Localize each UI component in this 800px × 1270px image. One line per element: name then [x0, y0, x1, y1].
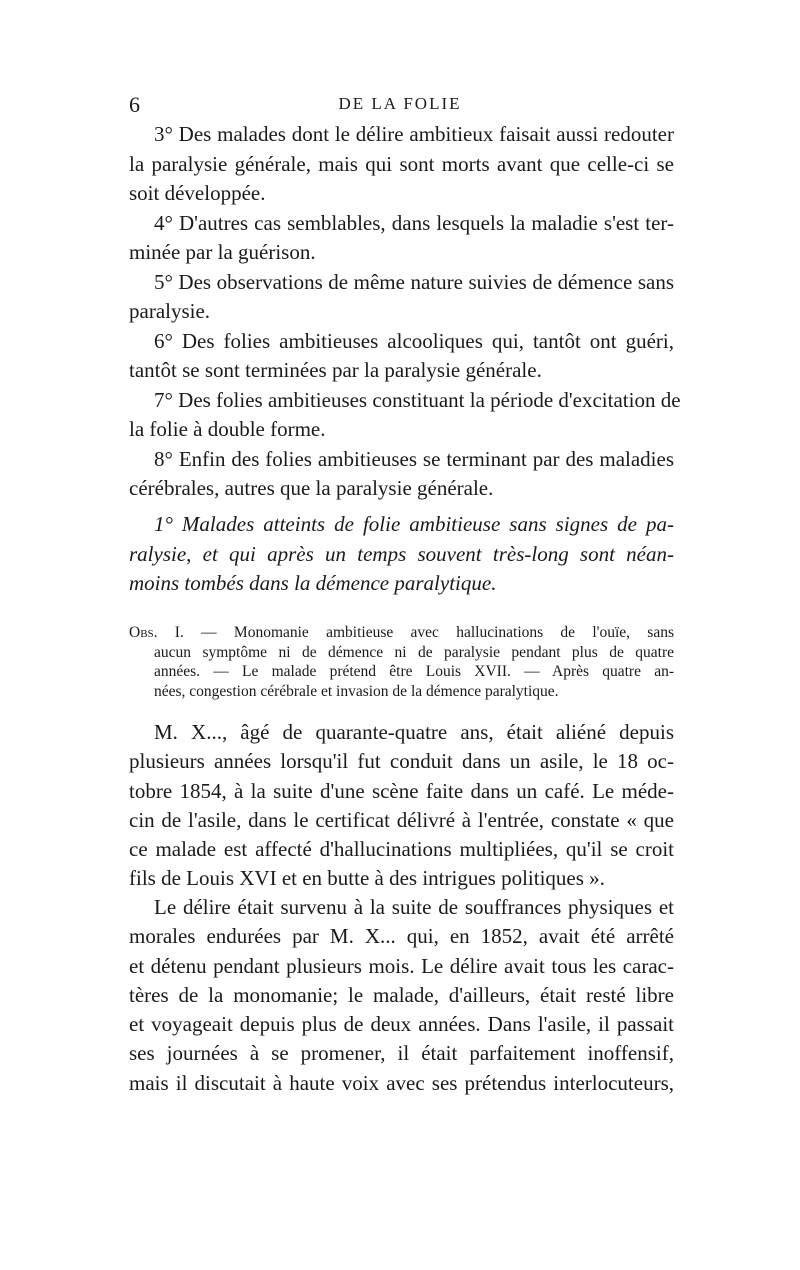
text-line: morales endurées par M. X... qui, en 1852, avait été arrêté [129, 924, 674, 949]
text-line: la folie à double forme. [129, 417, 326, 441]
heading-line: moins tombés dans la démence paralytique. [129, 571, 497, 595]
text-line: 3° Des malades dont le délire ambitieux faisait aussi redouter [154, 122, 674, 146]
text-line: et détenu pendant plusieurs mois. Le délire avait tous les carac- [129, 953, 674, 978]
text-line: minée par la guérison. [129, 240, 316, 264]
text-line: tantôt se sont terminées par la paralysie générale. [129, 358, 542, 382]
heading-line: ralysie, et qui après un temps souvent très-long sont néan- [129, 541, 674, 566]
text-line: cérébrales, autres que la paralysie générale. [129, 476, 494, 500]
text-line: plusieurs années lorsqu'il fut conduit dans un asile, le 18 oc- [129, 749, 674, 774]
running-title: DE LA FOLIE [338, 94, 462, 113]
text-line: nées, congestion cérébrale et invasion de la démence paralytique. [154, 682, 559, 700]
text-line: et voyageait depuis plus de deux années. Dans l'asile, il passait [129, 1012, 674, 1037]
text-line: M. X..., âgé de quarante-quatre ans, était aliéné depuis [154, 720, 674, 744]
text-line: paralysie. [129, 299, 211, 323]
list-item [129, 120, 674, 209]
list-item [129, 445, 674, 504]
text-line: 8° Enfin des folies ambitieuses se terminant par des maladies [154, 446, 674, 471]
text-line: mais il discutait à haute voix avec ses prétendus interlocuteurs, [129, 1070, 674, 1095]
observation-summary [129, 623, 674, 701]
observation-label: Obs. I. [129, 624, 184, 641]
text-line: 6° Des folies ambitieuses alcooliques qui, tantôt ont guéri, [154, 328, 674, 353]
text-line: 5° Des observations de même nature suivies de démence sans [154, 269, 674, 294]
text-line: ses journées à se promener, il était parfaitement inoffensif, [129, 1041, 674, 1066]
text-line: années. — Le malade prétend être Louis XVII. — Après quatre an- [154, 663, 674, 680]
list-item [129, 386, 681, 445]
paragraph-1 [129, 718, 674, 894]
text-line: 4° D'autres cas semblables, dans lesquels la maladie s'est ter- [154, 210, 674, 235]
text-line: tères de la monomanie; le malade, d'ailleurs, était resté libre [129, 982, 674, 1007]
text-line: Obs. I. — Monomanie ambitieuse avec hallucinations de l'ouïe, sans [129, 624, 674, 641]
list-item [129, 327, 674, 386]
text-line: 7° Des folies ambitieuses constituant la période d'excitation de [154, 387, 681, 412]
list-item [129, 268, 674, 327]
enumerated-list [129, 120, 681, 504]
paragraph-2 [129, 893, 674, 1098]
text-line: la paralysie générale, mais qui sont morts avant que celle-ci se [129, 151, 674, 176]
text-line: cin de l'asile, dans le certificat délivré à l'entrée, constate « que [129, 807, 674, 832]
list-item [129, 209, 674, 268]
heading-line: 1° Malades atteints de folie ambitieuse sans signes de pa- [154, 512, 674, 536]
page-number: 6 [129, 92, 140, 117]
text-line: soit développée. [129, 181, 266, 205]
text-line: ce malade est affecté d'hallucinations multipliées, qu'il se croit [129, 837, 674, 862]
text-line: tobre 1854, à la suite d'une scène faite dans un café. Le méde- [129, 778, 674, 803]
section-heading [129, 510, 674, 599]
text-line: Le délire était survenu à la suite de souffrances physiques et [154, 895, 674, 919]
text-line: aucun symptôme ni de démence ni de paralysie pendant plus de quatre [154, 643, 674, 661]
text-line: fils de Louis XVI et en butte à des intrigues politiques ». [129, 866, 605, 891]
